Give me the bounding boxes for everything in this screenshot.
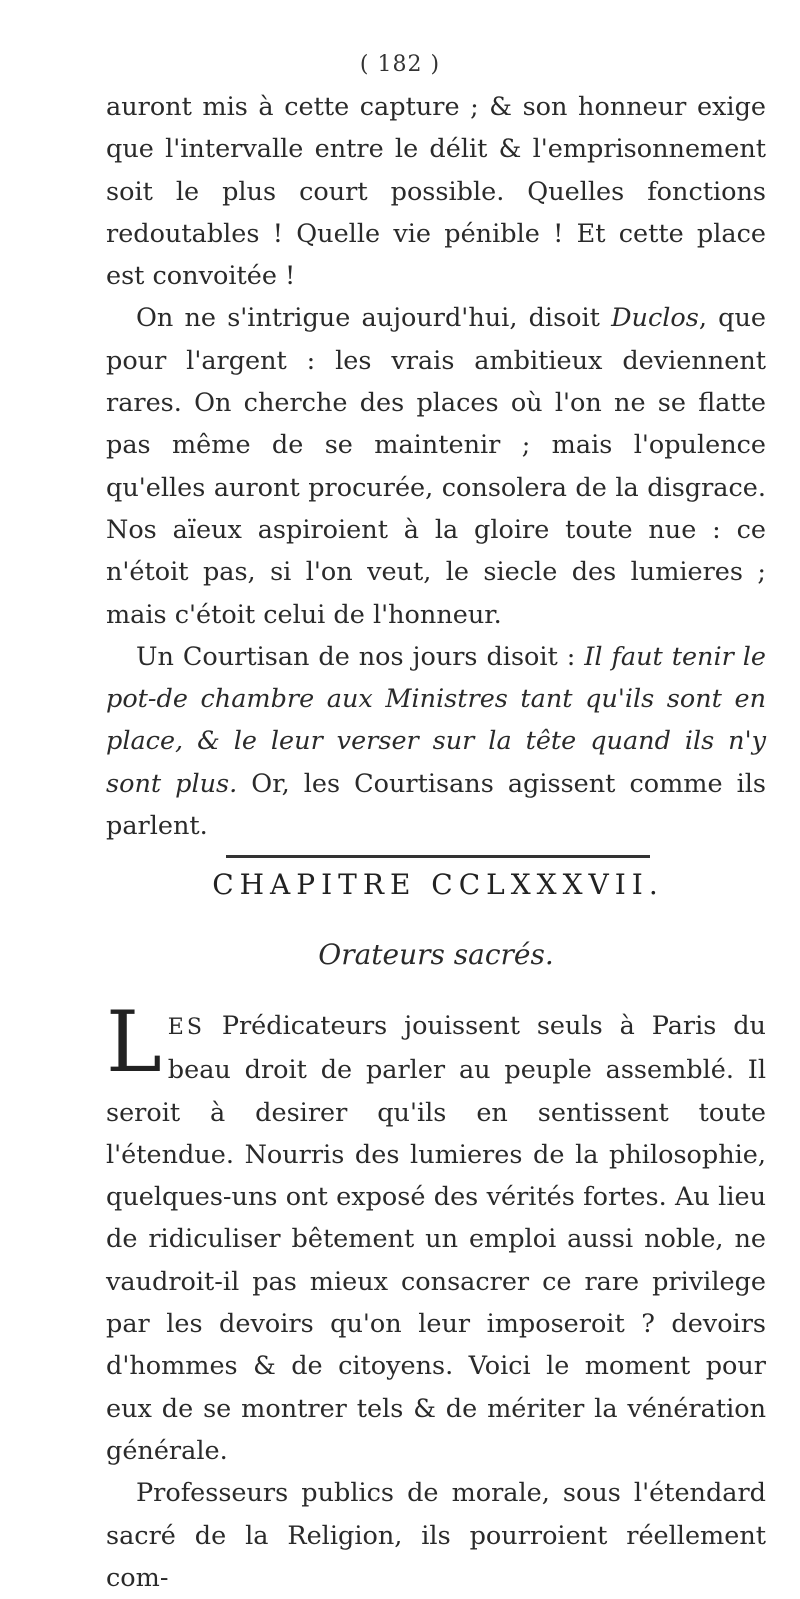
paragraph-courtisan <box>106 636 766 847</box>
paragraph-predicateurs <box>106 993 766 1472</box>
paragraph-predicateurs-text: Prédicateurs jouissent seuls à Paris du beau droit de parler au peuple assemblé. Il seroit à desirer qu'ils en sentissent toute l'étendue. Nourris des lumieres de la philosophie, quelques-uns ont exposé des vérités fortes. Au lieu de ridiculiser bêtement un emploi aussi noble, ne vaudroit-il pas mieux consacrer ce rare privilege par les devoirs qu'on leur imposeroit ? devoirs d'hommes & de citoyens. Voici le moment pour eux de se montrer tels & de mériter la vénération générale. <box>106 1011 766 1466</box>
small-caps-start: ES <box>167 1015 205 1040</box>
chapter-subtitle: Orateurs sacrés. <box>318 938 554 971</box>
paragraph-duclos <box>106 297 766 635</box>
author-name-duclos: Duclos <box>611 303 699 334</box>
page-number: ( 182 ) <box>359 52 441 77</box>
courtisan-quote: Il faut tenir le pot-de chambre aux Ministres tant qu'ils sont en place, & le leur verser sur la tête quand ils n'y sont plus. <box>106 641 766 799</box>
paragraph-intervalle: auront mis à cette capture ; & son honneur exige que l'intervalle entre le délit & l'emprisonnement soit le plus court possible. Quelles fonctions redoutables ! Quelle vie pénible ! Et cette place est convoitée ! <box>106 92 766 292</box>
paragraph-courtisan-part1: Un Courtisan de nos jours disoit : <box>136 641 585 672</box>
paragraph-duclos-part1: On ne s'intrigue aujourd'hui, disoit <box>136 303 612 334</box>
text-block-chapter <box>106 993 766 1599</box>
paragraph-courtisan-part2: Or, les Courtisans agissent comme ils parlent. <box>106 768 766 842</box>
paragraph-professeurs: Professeurs publics de morale, sous l'étendard sacré de la Religion, ils pourroient réellement com- <box>106 1478 766 1593</box>
section-divider <box>226 855 650 858</box>
drop-cap: L <box>106 993 162 1091</box>
text-block-top <box>106 86 766 847</box>
chapter-heading: CHAPITRE CCLXXXVII. <box>212 868 664 901</box>
paragraph-duclos-part2: , que pour l'argent : les vrais ambitieux deviennent rares. On cherche des places où l'on ne se flatte pas même de se maintenir ; mais l'opulence qu'elles auront procurée, consolera de la disgrace. Nos aïeux aspiroient à la gloire toute nue : ce n'étoit pas, si l'on veut, le siecle des lumieres ; mais c'étoit celui de l'honneur. <box>106 303 766 630</box>
